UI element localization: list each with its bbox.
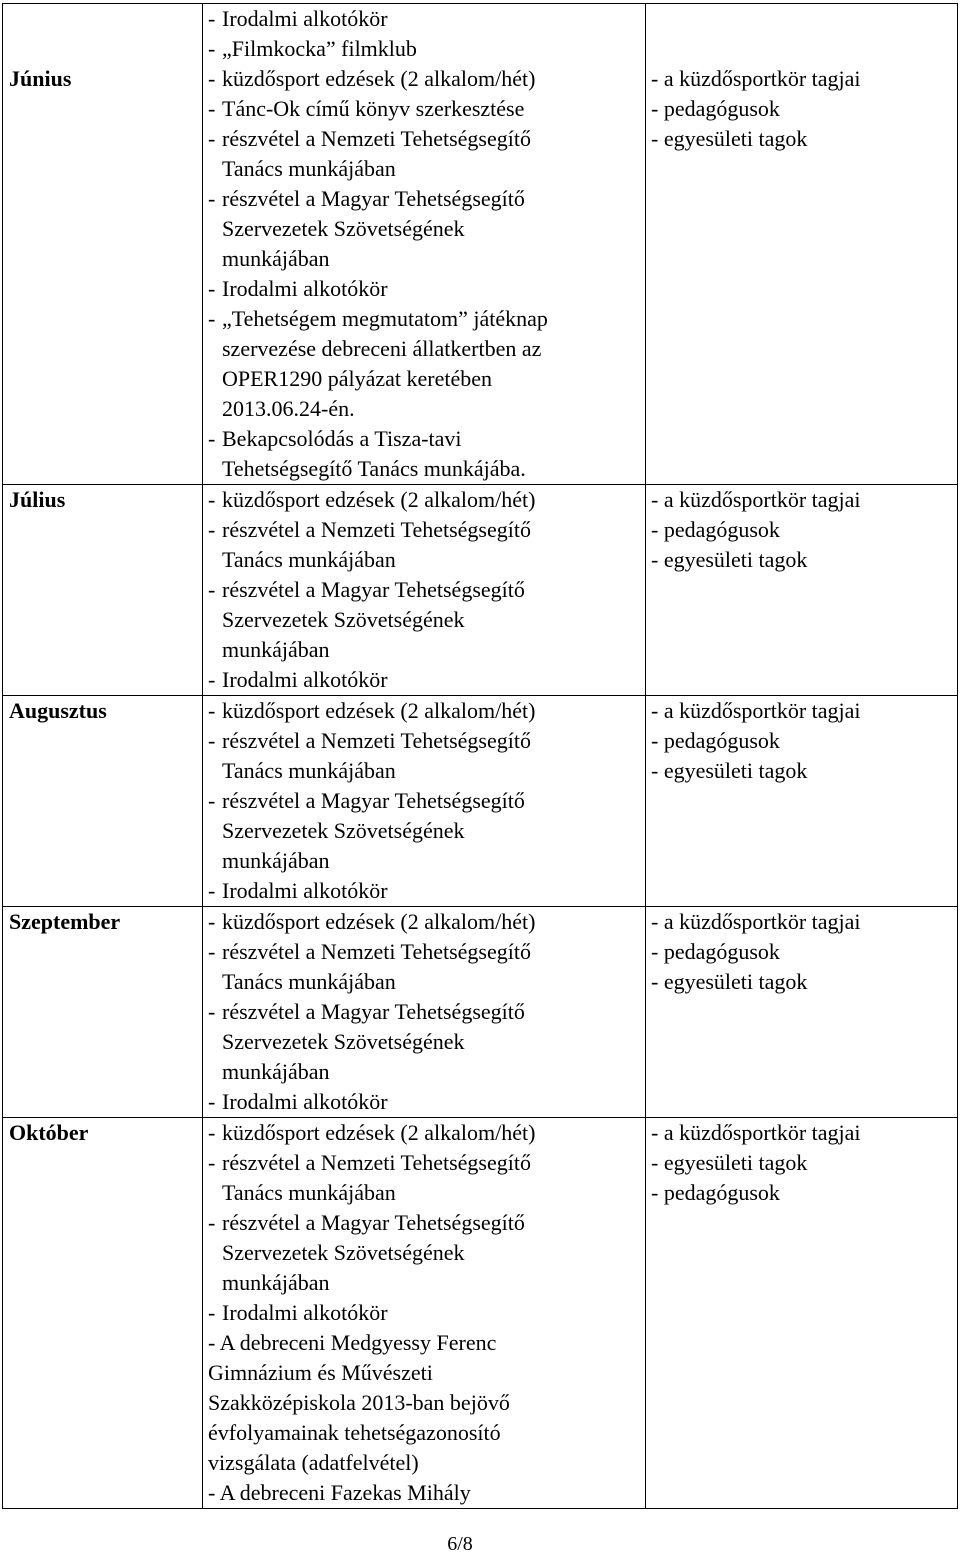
activity-line: Tanács munkájában (222, 1180, 396, 1205)
activity-line: Tanács munkájában (222, 156, 396, 181)
participants-cell (646, 1118, 958, 1509)
participant-item: - pedagógusok (651, 517, 780, 542)
activity-line: Tanács munkájában (222, 969, 396, 994)
month-cell: Július (3, 485, 203, 696)
dash-bullet: - (208, 36, 216, 61)
dash-bullet: - (208, 6, 216, 31)
activity-line: Tehetségsegítő Tanács munkájába. (222, 456, 526, 481)
schedule-body (3, 4, 958, 1509)
dash-bullet: - (208, 698, 216, 723)
activity-line: munkájában (222, 1270, 330, 1295)
activity-text (222, 184, 645, 274)
activity-line: Szervezetek Szövetségének (222, 1240, 465, 1265)
activity-line: Irodalmi alkotókör (222, 1089, 388, 1114)
activity-text (222, 1118, 645, 1148)
activity-line: részvétel a Magyar Tehetségsegítő (222, 788, 525, 813)
dash-bullet: - (208, 96, 216, 121)
table-row (3, 907, 958, 1118)
participants-cell (646, 907, 958, 1118)
activity-item (208, 94, 645, 124)
activity-item (208, 1118, 645, 1148)
activity-text (222, 424, 645, 484)
activities-cell (203, 907, 646, 1118)
activity-text (222, 274, 645, 304)
table-row (3, 1118, 958, 1509)
activity-line: részvétel a Magyar Tehetségsegítő (222, 186, 525, 211)
page-number: 6/8 (447, 1533, 473, 1555)
activity-text (222, 124, 645, 184)
activity-text (222, 64, 645, 94)
activity-item (208, 876, 645, 906)
activity-line: részvétel a Magyar Tehetségsegítő (222, 999, 525, 1024)
participant-item: - egyesületi tagok (651, 547, 808, 572)
activity-text (222, 1148, 645, 1208)
activity-line: Irodalmi alkotókör (222, 878, 388, 903)
activity-text (222, 1087, 645, 1117)
participant-item: - egyesületi tagok (651, 969, 808, 994)
activity-item (208, 937, 645, 997)
activity-item (208, 907, 645, 937)
activity-item (208, 4, 645, 34)
activity-line: Tanács munkájában (222, 758, 396, 783)
activity-item (208, 696, 645, 726)
activity-line: Bekapcsolódás a Tisza-tavi (222, 426, 462, 451)
participant-item: - egyesületi tagok (651, 758, 808, 783)
activity-item (208, 786, 645, 876)
activity-item (208, 274, 645, 304)
activity-item (208, 1208, 645, 1298)
activity-line: Szervezetek Szövetségének (222, 818, 465, 843)
dash-bullet: - (208, 126, 216, 151)
activity-text (222, 786, 645, 876)
activity-text (222, 696, 645, 726)
activity-text (222, 997, 645, 1087)
activities-cell (203, 485, 646, 696)
activity-line: Irodalmi alkotókör (222, 6, 388, 31)
activity-text (222, 937, 645, 997)
activity-line: Irodalmi alkotókör (222, 667, 388, 692)
dash-bullet: - (208, 728, 216, 753)
dash-bullet: - (208, 909, 216, 934)
activity-line: részvétel a Magyar Tehetségsegítő (222, 1210, 525, 1235)
activity-line: szervezése debreceni állatkertben az (222, 336, 542, 361)
activity-item (208, 485, 645, 515)
activity-line: Tanács munkájában (222, 547, 396, 572)
month-cell: Október (3, 1118, 203, 1509)
activity-line: részvétel a Nemzeti Tehetségsegítő (222, 728, 531, 753)
dash-bullet: - (208, 939, 216, 964)
activity-text (222, 1208, 645, 1298)
participant-item: - egyesületi tagok (651, 1150, 808, 1175)
activity-item (208, 997, 645, 1087)
activity-line: 2013.06.24-én. (222, 396, 355, 421)
activity-item (208, 1298, 645, 1328)
activity-item (208, 424, 645, 484)
activity-text (222, 4, 645, 34)
dash-bullet: - (208, 517, 216, 542)
activity-item (208, 184, 645, 274)
dash-bullet: - (208, 999, 216, 1024)
activity-line: részvétel a Nemzeti Tehetségsegítő (222, 126, 531, 151)
activity-item (208, 34, 645, 64)
dash-bullet: - (208, 1089, 216, 1114)
activity-line: munkájában (222, 848, 330, 873)
activity-item (208, 304, 645, 424)
dash-bullet: - (208, 1150, 216, 1175)
participant-item: - a küzdősportkör tagjai (651, 66, 861, 91)
participant-item: - a küzdősportkör tagjai (651, 909, 861, 934)
dash-bullet: - (208, 186, 216, 211)
activity-paragraph: - A debreceni Medgyessy Ferenc Gimnázium és Művészeti Szakközépiskola 2013-ban bejövő évfolyamainak tehetségazonosító vizsgálata (adatfelvétel) (208, 1330, 510, 1475)
dash-bullet: - (208, 577, 216, 602)
activity-line: küzdősport edzések (2 alkalom/hét) (222, 909, 536, 934)
activity-text (222, 665, 645, 695)
dash-bullet: - (208, 426, 216, 451)
table-row (3, 485, 958, 696)
activity-text (222, 575, 645, 665)
month-cell: Augusztus (3, 696, 203, 907)
dash-bullet: - (208, 306, 216, 331)
activity-text (222, 515, 645, 575)
participant-item: - egyesületi tagok (651, 126, 808, 151)
activities-cell (203, 1118, 646, 1509)
dash-bullet: - (208, 1120, 216, 1145)
participant-item: - pedagógusok (651, 939, 780, 964)
activity-item (208, 726, 645, 786)
activity-line: részvétel a Nemzeti Tehetségsegítő (222, 1150, 531, 1175)
activity-line: Szervezetek Szövetségének (222, 1029, 465, 1054)
month-cell: Szeptember (3, 907, 203, 1118)
activity-item (208, 575, 645, 665)
activity-line: küzdősport edzések (2 alkalom/hét) (222, 487, 536, 512)
activity-text (222, 907, 645, 937)
activity-line: küzdősport edzések (2 alkalom/hét) (222, 1120, 536, 1145)
dash-bullet: - (208, 1210, 216, 1235)
activity-item (208, 124, 645, 184)
activity-item (208, 64, 645, 94)
table-row (3, 4, 958, 485)
activity-text (222, 94, 645, 124)
month-cell: Június (3, 4, 203, 485)
participant-item: - pedagógusok (651, 1180, 780, 1205)
activity-line: munkájában (222, 637, 330, 662)
activity-item (208, 665, 645, 695)
dash-bullet: - (208, 66, 216, 91)
activity-line: Irodalmi alkotókör (222, 1300, 388, 1325)
activity-text (222, 304, 645, 424)
dash-bullet: - (208, 1300, 216, 1325)
activity-item (208, 515, 645, 575)
activity-text (222, 34, 645, 64)
participants-cell (646, 485, 958, 696)
dash-bullet: - (208, 788, 216, 813)
activity-item (208, 1087, 645, 1117)
participant-item: - pedagógusok (651, 728, 780, 753)
activity-item (208, 1148, 645, 1208)
activity-text (222, 876, 645, 906)
activity-line: Irodalmi alkotókör (222, 276, 388, 301)
activities-cell (203, 696, 646, 907)
activity-line: Szervezetek Szövetségének (222, 607, 465, 632)
dash-bullet: - (208, 878, 216, 903)
activity-line: munkájában (222, 1059, 330, 1084)
participants-cell (646, 696, 958, 907)
participant-item: - a küzdősportkör tagjai (651, 698, 861, 723)
schedule-table (2, 3, 958, 1509)
participants-cell (646, 4, 958, 485)
participant-item: - a küzdősportkör tagjai (651, 487, 861, 512)
dash-bullet: - (208, 667, 216, 692)
activity-line: részvétel a Nemzeti Tehetségsegítő (222, 517, 531, 542)
activity-line: OPER1290 pályázat keretében (222, 366, 493, 391)
activity-line: Szervezetek Szövetségének (222, 216, 465, 241)
participant-item: - a küzdősportkör tagjai (651, 1120, 861, 1145)
activities-cell (203, 4, 646, 485)
activity-line: munkájában (222, 246, 330, 271)
activity-paragraph: - A debreceni Fazekas Mihály (208, 1480, 471, 1505)
activity-text (222, 726, 645, 786)
dash-bullet: - (208, 276, 216, 301)
table-row (3, 696, 958, 907)
activity-text (222, 1298, 645, 1328)
activity-line: „Filmkocka” filmklub (222, 36, 417, 61)
dash-bullet: - (208, 487, 216, 512)
activity-line: Tánc-Ok című könyv szerkesztése (222, 96, 525, 121)
activity-line: részvétel a Nemzeti Tehetségsegítő (222, 939, 531, 964)
participant-item: - pedagógusok (651, 96, 780, 121)
activity-line: küzdősport edzések (2 alkalom/hét) (222, 66, 536, 91)
activity-line: „Tehetségem megmutatom” játéknap (222, 306, 548, 331)
activity-line: küzdősport edzések (2 alkalom/hét) (222, 698, 536, 723)
activity-text (222, 485, 645, 515)
activity-line: részvétel a Magyar Tehetségsegítő (222, 577, 525, 602)
